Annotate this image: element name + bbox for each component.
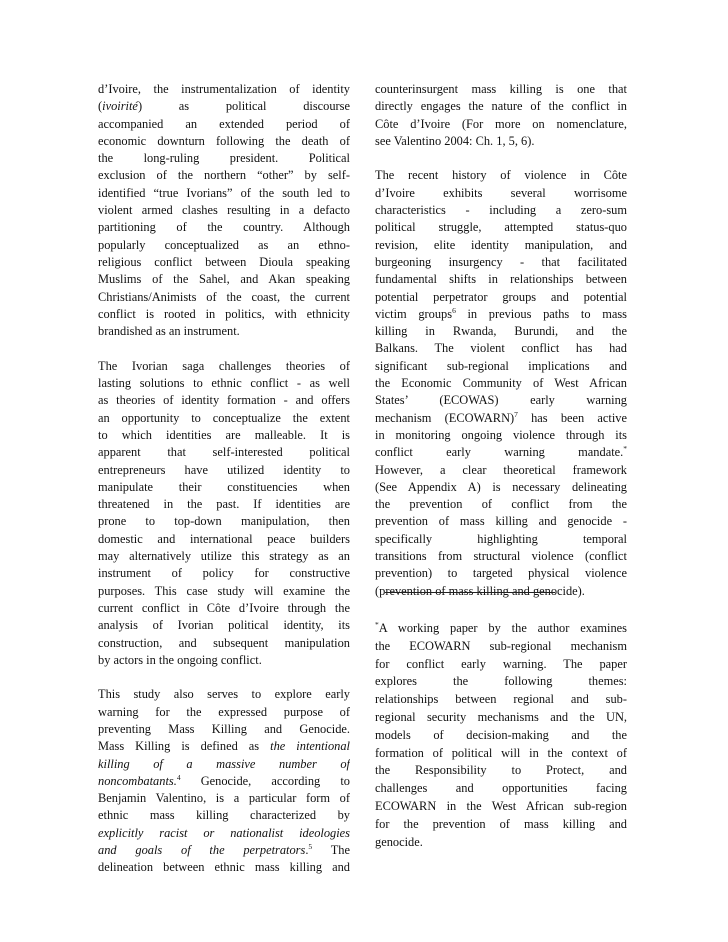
text-line: partitioning of the country. Although [98, 220, 350, 235]
text-line: revision, elite identity manipulation, and [375, 237, 627, 252]
text-line: Mass Killing is defined as the intentional [98, 739, 350, 754]
text-line: see Valentino 2004: Ch. 1, 5, 6). [375, 133, 535, 148]
footnote-line: for the prevention of mass killing and [375, 816, 627, 831]
text-line: Christians/Animists of the coast, the current [98, 289, 350, 304]
text-line: conflict is rooted in politics, with ethnicity [98, 306, 350, 321]
footnote-line: the ECOWARN sub-regional mechanism [375, 638, 627, 653]
footnote-line: relationships between regional and sub- [375, 692, 627, 707]
footnote-line: for conflict early warning. The paper [375, 656, 627, 671]
text-line: (prevention of mass killing and genocide). [375, 583, 585, 598]
text-line: d’Ivoire exhibits several worrisome [375, 185, 627, 200]
footnote-line: *A working paper by the author examines [375, 620, 627, 635]
text-line: d’Ivoire, the instrumentalization of identity [98, 82, 350, 96]
text-line: prone to top-down manipulation, then [98, 514, 350, 529]
text-line: to which identities are malleable. It is [98, 427, 350, 442]
text-line: This study also serves to explore early [98, 687, 350, 702]
text-line: identified “true Ivorians” of the south led to [98, 185, 350, 200]
footnote-separator [385, 592, 555, 593]
text-line: threatened in the past. If identities are [98, 497, 350, 512]
footnote-line: formation of political will in the context of [375, 745, 627, 760]
footnote-line: challenges and opportunities facing [375, 781, 627, 796]
text-line: transitions from structural violence (conflict [375, 549, 627, 564]
text-line: may alternatively utilize this strategy as an [98, 549, 350, 564]
text-line: burgeoning insurgency - that facilitated [375, 254, 627, 269]
text-line: Benjamin Valentino, is a particular form of [98, 791, 350, 806]
text-line: purposes. This case study will examine the [98, 583, 350, 598]
text-line: killing in Rwanda, Burundi, and the [375, 324, 627, 339]
text-line: lasting solutions to ethnic conflict - as well [98, 376, 350, 391]
text-line: Côte d’Ivoire (For more on nomenclature, [375, 116, 627, 131]
paragraph-gap [98, 669, 350, 686]
footnote [375, 620, 627, 851]
text-line: current conflict in Côte d’Ivoire through the [98, 600, 350, 615]
text-line: warning for the expressed purpose of [98, 704, 350, 719]
text-line: fundamental shifts in relationships between [375, 272, 627, 287]
text-line: ethnic mass killing characterized by [98, 808, 350, 823]
text-line: significant sub-regional implications and [375, 358, 627, 373]
text-line: popularly conceptualized as an ethno- [98, 237, 350, 252]
text-line: violent armed clashes resulting in a defacto [98, 203, 350, 218]
text-line: characteristics - including a zero-sum [375, 203, 627, 218]
text-line: Balkans. The violent conflict has had [375, 341, 627, 356]
text-line: prevention) to targeted physical violence [375, 566, 627, 581]
text-line: potential perpetrator groups and potential [375, 289, 627, 304]
text-line: The recent history of violence in Côte [375, 168, 627, 183]
text-line: analysis of Ivorian political identity, its [98, 618, 350, 633]
text-line: domestic and international peace builders [98, 531, 350, 546]
text-line: exclusion of the northern “other” by self- [98, 168, 350, 183]
text-line: explicitly racist or nationalist ideologies [98, 825, 350, 840]
paragraph-gap [98, 340, 350, 357]
text-line: political struggle, attempted status-quo [375, 220, 627, 235]
footnote-line: ECOWARN in the West African sub-region [375, 798, 627, 813]
left-column [98, 81, 350, 877]
text-line: victim groups$^6$ in previous paths to mass [375, 305, 627, 321]
text-line: accompanied an extended period of [98, 116, 350, 131]
text-line: Muslims of the Sahel, and Akan speaking [98, 272, 350, 287]
text-line: counterinsurgent mass killing is one that [375, 82, 627, 96]
text-line: the Economic Community of West African [375, 376, 627, 391]
text-line: specifically highlighting temporal [375, 531, 627, 546]
text-line: conflict early warning mandate.* [375, 444, 627, 460]
text-line: mechanism (ECOWARN)$^7$ has been active [375, 409, 627, 425]
footnote-line: models of decision-making and the [375, 727, 627, 742]
text-line: (ivoirité) as political discourse [98, 99, 350, 114]
text-line: killing of a massive number of [98, 756, 350, 771]
text-line: construction, and subsequent manipulation [98, 635, 350, 650]
text-line: manipulate their constituencies when [98, 479, 350, 494]
text-line: an opportunity to conceptualize the extent [98, 410, 350, 425]
text-line: States’ (ECOWAS) early warning [375, 393, 627, 408]
text-line: by actors in the ongoing conflict. [98, 652, 262, 667]
text-line: the long-ruling president. Political [98, 151, 350, 166]
text-line: noncombatants.$^4$ Genocide, according to [98, 772, 350, 788]
footnote-line: explores the following themes: [375, 674, 627, 689]
text-line: economic downturn following the death of [98, 133, 350, 148]
right-column [375, 81, 627, 600]
text-line: as theories of identity formation - and offers [98, 393, 350, 408]
text-line: brandished as an instrument. [98, 324, 240, 339]
text-line: religious conflict between Dioula speaking [98, 254, 350, 269]
text-line: the prevention of conflict from the [375, 497, 627, 512]
footnote-line: genocide. [375, 834, 423, 849]
text-line: (See Appendix A) is necessary delineating [375, 479, 627, 494]
text-line: directly engages the nature of the conflict in [375, 99, 627, 114]
text-line: The Ivorian saga challenges theories of [98, 358, 350, 373]
text-line: instrument of policy for constructive [98, 566, 350, 581]
text-line: in monitoring ongoing violence through its [375, 427, 627, 442]
text-line: and goals of the perpetrators.$^5$ The [98, 842, 350, 858]
text-line: preventing Mass Killing and Genocide. [98, 721, 350, 736]
paragraph-gap [375, 150, 627, 167]
text-line: entrepreneurs have utilized identity to [98, 462, 350, 477]
text-line: However, a clear theoretical framework [375, 462, 627, 477]
text-line: prevention of mass killing and genocide - [375, 514, 627, 529]
text-line: delineation between ethnic mass killing and [98, 860, 350, 875]
footnote-line: regional security mechanisms and the UN, [375, 709, 627, 724]
footnote-line: the Responsibility to Protect, and [375, 763, 627, 778]
text-line: apparent that self-interested political [98, 445, 350, 460]
